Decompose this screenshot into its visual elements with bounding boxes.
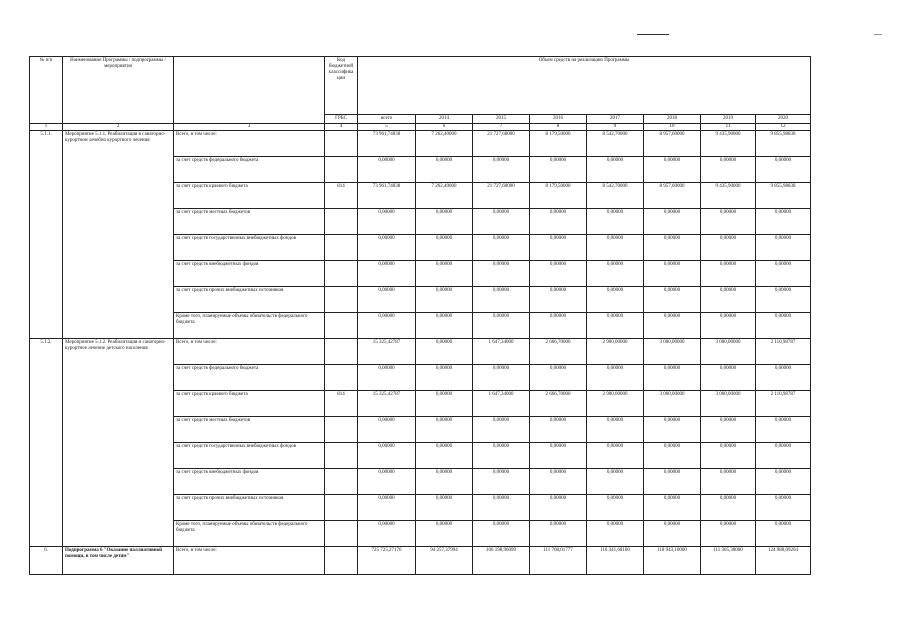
amount-cell: 21 727,60000 (473, 131, 530, 157)
amount-cell: 3 000,00000 (644, 391, 701, 417)
col-number: 11 (701, 124, 756, 131)
funding-source: за счет средств краевого бюджета (174, 391, 325, 417)
amount-cell: 0,00000 (530, 157, 587, 183)
col-number: 3 (174, 124, 325, 131)
amount-cell: 0,00000 (587, 365, 644, 391)
amount-cell: 0,00000 (644, 365, 701, 391)
amount-cell: 0,00000 (416, 469, 473, 495)
amount-cell: 0,00000 (701, 209, 756, 235)
amount-cell: 0,00000 (358, 365, 416, 391)
funding-source: за счет средств внебюджетных фондов (174, 261, 325, 287)
amount-cell: 0,00000 (701, 495, 756, 521)
amount-cell: 0,00000 (587, 157, 644, 183)
amount-cell: 0,00000 (358, 313, 416, 339)
amount-cell: 0,00000 (416, 261, 473, 287)
amount-cell: 8 179,50000 (530, 131, 587, 157)
amount-cell: 1 647,34000 (473, 391, 530, 417)
amount-cell: 7 262,40000 (416, 131, 473, 157)
amount-cell: 8 957,60000 (644, 183, 701, 209)
amount-cell: 2 900,00000 (587, 339, 644, 365)
amount-cell: 0,00000 (416, 365, 473, 391)
amount-cell: 9 855,98838 (756, 183, 811, 209)
row-number: 6. (30, 547, 63, 575)
amount-cell: 0,00000 (587, 287, 644, 313)
amount-cell: 0,00000 (644, 495, 701, 521)
header-year-2020: 2020 (756, 115, 811, 124)
header-row (30, 57, 811, 115)
amount-cell: 0,00000 (587, 313, 644, 339)
grbs-code (325, 339, 358, 365)
funding-source: за счет средств федерального бюджета (174, 365, 325, 391)
amount-cell: 0,00000 (701, 235, 756, 261)
amount-cell: 0,00000 (701, 261, 756, 287)
header-code: Код бюджетной классифика ции (325, 57, 358, 115)
amount-cell: 0,00000 (358, 443, 416, 469)
measure-name: Мероприятие 5.1.1. Реабилитация в санаторно-курортном лечебно курортного лечения (63, 131, 174, 339)
amount-cell: 0,00000 (587, 235, 644, 261)
amount-cell: 0,00000 (530, 417, 587, 443)
budget-table (29, 56, 811, 575)
header-year-2017: 2017 (587, 115, 644, 124)
amount-cell: 3 000,00000 (644, 339, 701, 365)
header-year-2018: 2018 (644, 115, 701, 124)
amount-cell: 0,00000 (358, 495, 416, 521)
col-number: 5 (358, 124, 416, 131)
amount-cell: 0,00000 (473, 261, 530, 287)
funding-source: Всего, в том числе: (174, 547, 325, 575)
amount-cell: 0,00000 (358, 209, 416, 235)
amount-cell: 0,00000 (644, 417, 701, 443)
amount-cell: 0,00000 (587, 469, 644, 495)
table-row (30, 547, 811, 575)
header-blank (174, 57, 325, 124)
amount-cell: 0,00000 (530, 261, 587, 287)
amount-cell: 0,00000 (644, 469, 701, 495)
amount-cell: 0,00000 (416, 417, 473, 443)
amount-cell: 15 325,42787 (358, 339, 416, 365)
amount-cell: 73 961,74838 (358, 183, 416, 209)
amount-cell: 0,00000 (756, 287, 811, 313)
col-number: 9 (587, 124, 644, 131)
amount-cell: 0,00000 (756, 417, 811, 443)
amount-cell: 0,00000 (473, 417, 530, 443)
amount-cell: 0,00000 (416, 495, 473, 521)
grbs-code (325, 443, 358, 469)
amount-cell: 0,00000 (358, 157, 416, 183)
amount-cell: 0,00000 (416, 313, 473, 339)
amount-cell: 7 262,40000 (416, 183, 473, 209)
amount-cell: 0,00000 (644, 209, 701, 235)
measure-name: Мероприятие 5.1.2. Реабилитация и санаторно-курортное лечение детского населения (63, 339, 174, 547)
amount-cell: 2 900,00000 (587, 391, 644, 417)
funding-source: за счет средств государственных внебюджетных фондов (174, 235, 325, 261)
col-number: 1 (30, 124, 63, 131)
col-number: 7 (473, 124, 530, 131)
funding-source: за счет средств федерального бюджета (174, 157, 325, 183)
funding-source: Всего, в том числе: (174, 339, 325, 365)
amount-cell: 111 305,30000 (701, 547, 756, 575)
amount-cell: 0,00000 (756, 469, 811, 495)
amount-cell: 0,00000 (756, 521, 811, 547)
amount-cell: 0,00000 (701, 157, 756, 183)
amount-cell: 0,00000 (756, 157, 811, 183)
funding-source: за счет средств местных бюджетов (174, 417, 325, 443)
header-total: всего (358, 115, 416, 124)
amount-cell: 0,00000 (701, 313, 756, 339)
amount-cell: 9 435,90000 (701, 131, 756, 157)
grbs-code (325, 131, 358, 157)
amount-cell: 1 647,34000 (473, 339, 530, 365)
funding-source: за счет средств внебюджетных фондов (174, 469, 325, 495)
row-number: 5.1.1. (30, 131, 63, 339)
row-number: 5.1.2. (30, 339, 63, 547)
col-number: 4 (325, 124, 358, 131)
amount-cell: 0,00000 (416, 209, 473, 235)
amount-cell: 725 725,27176 (358, 547, 416, 575)
amount-cell: 0,00000 (473, 443, 530, 469)
amount-cell: 0,00000 (530, 287, 587, 313)
amount-cell: 106 198,96099 (473, 547, 530, 575)
top-scan-mark-small (874, 34, 882, 35)
header-year-2014: 2014 (416, 115, 473, 124)
grbs-code (325, 365, 358, 391)
amount-cell: 0,00000 (530, 365, 587, 391)
funding-source: за счет средств государственных внебюджетных фондов (174, 443, 325, 469)
funding-source: за счет средств прочих внебюджетных источников (174, 287, 325, 313)
amount-cell: 9 855,98838 (756, 131, 811, 157)
header-grbs: ГРБС (325, 115, 358, 124)
amount-cell: 0,00000 (416, 521, 473, 547)
amount-cell: 8 957,60000 (644, 131, 701, 157)
amount-cell: 0,00000 (756, 235, 811, 261)
table-row (30, 131, 811, 157)
amount-cell: 0,00000 (644, 157, 701, 183)
funding-source: Кроме того, планируемые объемы обязательств федерального бюджета (174, 521, 325, 547)
amount-cell: 0,00000 (358, 469, 416, 495)
amount-cell: 8 542,70000 (587, 183, 644, 209)
grbs-code (325, 157, 358, 183)
grbs-code: 814 (325, 183, 358, 209)
amount-cell: 0,00000 (701, 521, 756, 547)
top-scan-mark (637, 34, 669, 35)
amount-cell: 0,00000 (530, 521, 587, 547)
funding-source: за счет средств прочих внебюджетных источников (174, 495, 325, 521)
amount-cell: 0,00000 (530, 313, 587, 339)
grbs-code (325, 495, 358, 521)
col-number: 10 (644, 124, 701, 131)
amount-cell: 8 542,70000 (587, 131, 644, 157)
col-number: 6 (416, 124, 473, 131)
table-row (30, 339, 811, 365)
amount-cell: 0,00000 (473, 209, 530, 235)
amount-cell: 0,00000 (644, 443, 701, 469)
grbs-code (325, 469, 358, 495)
amount-cell: 2 110,98787 (756, 339, 811, 365)
amount-cell: 0,00000 (530, 235, 587, 261)
amount-cell: 3 000,00000 (701, 339, 756, 365)
funding-source: за счет средств краевого бюджета (174, 183, 325, 209)
grbs-code: 814 (325, 391, 358, 417)
grbs-code (325, 521, 358, 547)
amount-cell: 0,00000 (587, 417, 644, 443)
amount-cell: 0,00000 (473, 521, 530, 547)
funding-source: Всего, в том числе: (174, 131, 325, 157)
amount-cell: 73 961,74838 (358, 131, 416, 157)
header-volume: Объем средств на реализацию Программы (358, 57, 811, 115)
amount-cell: 0,00000 (701, 443, 756, 469)
amount-cell: 0,00000 (701, 287, 756, 313)
amount-cell: 2 666,70000 (530, 339, 587, 365)
amount-cell: 0,00000 (416, 287, 473, 313)
amount-cell: 118 943,10000 (644, 547, 701, 575)
amount-cell: 0,00000 (416, 443, 473, 469)
amount-cell: 0,00000 (644, 235, 701, 261)
amount-cell: 0,00000 (756, 443, 811, 469)
amount-cell: 0,00000 (644, 287, 701, 313)
amount-cell: 2 110,98787 (756, 391, 811, 417)
header-year-2015: 2015 (473, 115, 530, 124)
header-name: Наименование Программы / подпрограммы / мероприятия (63, 57, 174, 124)
amount-cell: 0,00000 (587, 443, 644, 469)
amount-cell: 0,00000 (587, 495, 644, 521)
amount-cell: 0,00000 (416, 391, 473, 417)
amount-cell: 9 435,90000 (701, 183, 756, 209)
amount-cell: 0,00000 (358, 521, 416, 547)
amount-cell: 0,00000 (416, 339, 473, 365)
amount-cell: 0,00000 (587, 209, 644, 235)
amount-cell: 3 000,00000 (701, 391, 756, 417)
amount-cell: 0,00000 (473, 365, 530, 391)
amount-cell: 0,00000 (644, 313, 701, 339)
amount-cell: 0,00000 (530, 495, 587, 521)
amount-cell: 0,00000 (756, 495, 811, 521)
grbs-code (325, 547, 358, 575)
col-number: 12 (756, 124, 811, 131)
amount-cell: 0,00000 (473, 469, 530, 495)
amount-cell: 0,00000 (701, 469, 756, 495)
amount-cell: 0,00000 (701, 417, 756, 443)
col-number: 2 (63, 124, 174, 131)
amount-cell: 0,00000 (756, 209, 811, 235)
funding-source: за счет средств местных бюджетов (174, 209, 325, 235)
col-number: 8 (530, 124, 587, 131)
header-year-2019: 2019 (701, 115, 756, 124)
amount-cell: 0,00000 (358, 235, 416, 261)
amount-cell: 0,00000 (358, 287, 416, 313)
amount-cell: 2 666,70000 (530, 391, 587, 417)
amount-cell: 0,00000 (530, 209, 587, 235)
amount-cell: 0,00000 (756, 313, 811, 339)
amount-cell: 0,00000 (358, 261, 416, 287)
subprogram-name: Подпрограмма 6 "Оказание паллиативной помощи, в том числе детям" (63, 547, 174, 575)
amount-cell: 0,00000 (416, 235, 473, 261)
grbs-code (325, 261, 358, 287)
amount-cell: 0,00000 (644, 261, 701, 287)
amount-cell: 116 341,68100 (587, 547, 644, 575)
amount-cell: 124 980,09204 (756, 547, 811, 575)
column-numbers-row (30, 124, 811, 131)
amount-cell: 0,00000 (530, 443, 587, 469)
amount-cell: 0,00000 (358, 417, 416, 443)
amount-cell: 0,00000 (473, 287, 530, 313)
header-no: № п/п (30, 57, 63, 124)
amount-cell: 21 727,60000 (473, 183, 530, 209)
amount-cell: 0,00000 (473, 313, 530, 339)
grbs-code (325, 313, 358, 339)
grbs-code (325, 209, 358, 235)
grbs-code (325, 287, 358, 313)
amount-cell: 0,00000 (473, 235, 530, 261)
amount-cell: 0,00000 (473, 495, 530, 521)
grbs-code (325, 235, 358, 261)
amount-cell: 94 257,37994 (416, 547, 473, 575)
amount-cell: 0,00000 (701, 365, 756, 391)
amount-cell: 111 708,01777 (530, 547, 587, 575)
amount-cell: 0,00000 (644, 521, 701, 547)
amount-cell: 0,00000 (756, 261, 811, 287)
funding-source: Кроме того, планируемые объемы обязательств федерального бюджета (174, 313, 325, 339)
amount-cell: 0,00000 (416, 157, 473, 183)
header-year-2016: 2016 (530, 115, 587, 124)
amount-cell: 0,00000 (756, 365, 811, 391)
amount-cell: 15 325,42787 (358, 391, 416, 417)
amount-cell: 0,00000 (473, 157, 530, 183)
amount-cell: 0,00000 (587, 521, 644, 547)
amount-cell: 0,00000 (530, 469, 587, 495)
amount-cell: 0,00000 (587, 261, 644, 287)
grbs-code (325, 417, 358, 443)
amount-cell: 8 179,50000 (530, 183, 587, 209)
